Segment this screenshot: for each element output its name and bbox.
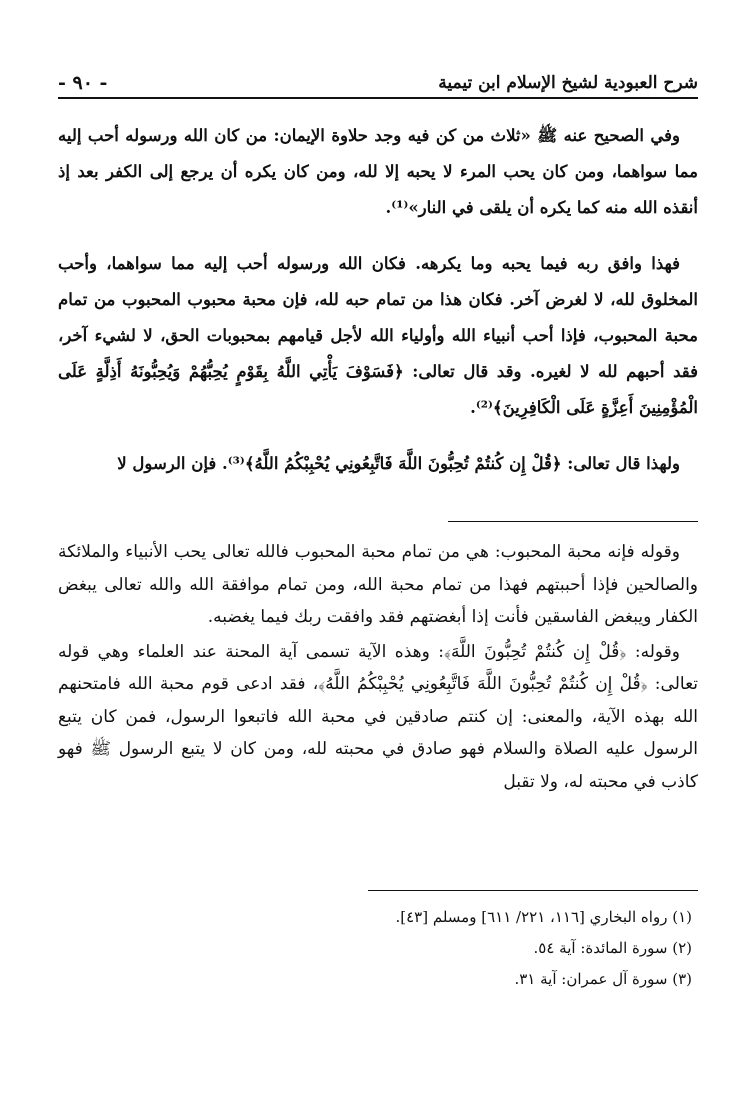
commentary-paragraph: وقوله فإنه محبة المحبوب: هي من تمام محبة المحبوب فالله تعالى يحب الأنبياء والملائكة والصالحين فإذا أحببتهم فهذا من تمام محبة الله، ومن تمام موافقة الله والله تعالى يبغض الكفار ويبغض الفاسقين فأنت إذا أبغضتهم فقد وافقت ربك فيما يغضبه. <box>58 542 698 627</box>
main-text <box>58 118 698 502</box>
footnote: (٣) سورة آل عمران: آية ٣١. <box>514 970 692 988</box>
section-divider <box>448 521 698 522</box>
footnotes <box>58 902 698 995</box>
footnote: (١) رواه البخاري [١١٦، ٢٢١/ ٦١١] ومسلم [٤٣]. <box>395 908 692 926</box>
main-paragraph: ولهذا قال تعالى: ﴿قُلْ إِن كُنتُمْ تُحِبُّونَ اللَّهَ فَاتَّبِعُونِي يُحْبِبْكُمُ اللَّهُ﴾⁽³⁾. فإن الرسول لا <box>117 454 680 473</box>
header-rule <box>58 97 698 99</box>
main-paragraph: وفي الصحيح عنه ﷺ «ثلاث من كن فيه وجد حلاوة الإيمان: من كان الله ورسوله أحب إليه مما سواهما، ومن كان يحب المرء لا يحبه إلا لله، ومن كان يكره أن يرجع إلى الكفر بعد إذ أنقذه الله منه كما يكره أن يلقى في النار»⁽¹⁾. <box>58 126 698 217</box>
main-paragraph: فهذا وافق ربه فيما يحبه وما يكرهه. فكان الله ورسوله أحب إليه مما سواهما، وأحب المخلوق لله، لا لغرض آخر. فكان هذا من تمام حبه لله، فإن محبة محبوب المحبوب من تمام محبة المحبوب، فإذا أحب أنبياء الله وأولياء الله لأجل قيامهم بمحبوبات الحق، لا لشيء آخر، فقد أحبهم لله لا لغيره. وقد قال تعالى: ﴿فَسَوْفَ يَأْتِي اللَّهُ بِقَوْمٍ يُحِبُّهُمْ وَيُحِبُّونَهُ أَذِلَّةٍ عَلَى الْمُؤْمِنِينَ أَعِزَّةٍ عَلَى الْكَافِرِينَ﴾⁽²⁾. <box>58 254 698 417</box>
commentary-text <box>58 536 698 798</box>
page-header <box>58 70 698 100</box>
page-number: - ٩٠ - <box>58 72 108 94</box>
footnote-rule <box>368 890 698 891</box>
footnote: (٢) سورة المائدة: آية ٥٤. <box>533 939 692 957</box>
commentary-paragraph: وقوله: ﴿قُلْ إِن كُنتُمْ تُحِبُّونَ اللَّهَ﴾: وهذه الآية تسمى آية المحنة عند العلماء وهي قوله تعالى: ﴿قُلْ إِن كُنتُمْ تُحِبُّونَ اللَّهَ فَاتَّبِعُونِي يُحْبِبْكُمُ اللَّهُ﴾، فقد ادعى قوم محبة الله فامتحنهم الله بهذه الآية، والمعنى: إن كنتم صادقين في محبة الله فاتبعوا الرسول، فمن كان يتبع الرسول عليه الصلاة والسلام فهو صادق في محبته لله، ومن كان لا يتبع الرسول ﷺ فهو كاذب في محبته له، ولا تقبل <box>58 641 698 792</box>
running-title: شرح العبودية لشيخ الإسلام ابن تيمية <box>438 73 698 93</box>
